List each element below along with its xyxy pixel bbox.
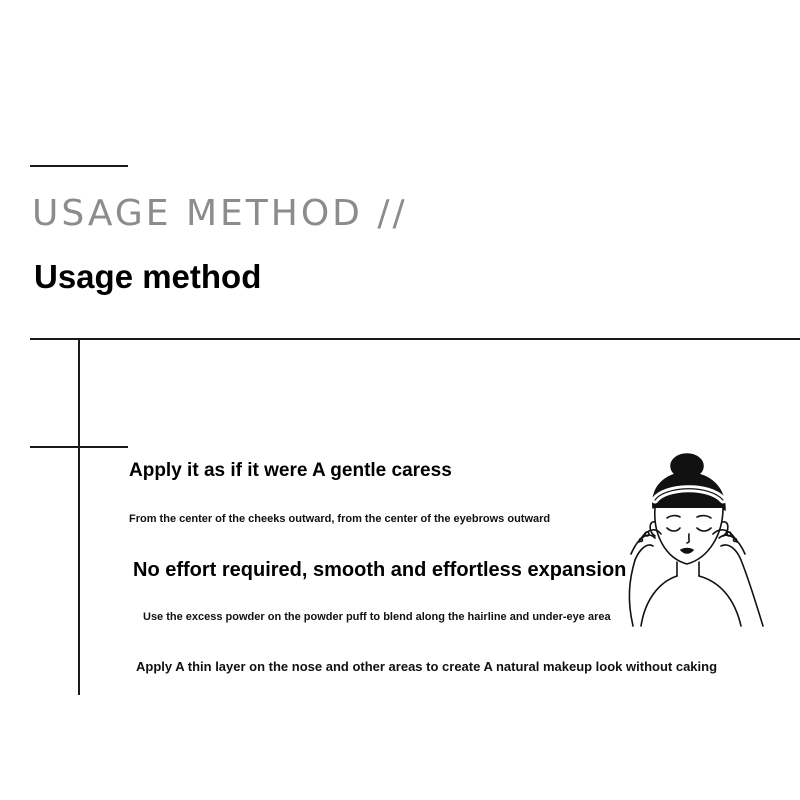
page-title: Usage method — [34, 258, 262, 295]
main-divider — [30, 338, 800, 340]
section-title: USAGE METHOD // — [32, 193, 408, 234]
face-washing-woman-icon — [625, 450, 770, 630]
step-2-heading: No effort required, smooth and effortless expansion — [133, 559, 627, 581]
step-1-heading: Apply it as if it were A gentle caress — [129, 460, 452, 481]
tip-text: Apply A thin layer on the nose and other areas to create A natural makeup look without caking — [136, 659, 718, 674]
step-2-detail: Use the excess powder on the powder puff to blend along the hairline and under-eye area — [143, 611, 611, 623]
vertical-rule — [78, 340, 80, 695]
top-short-rule — [30, 165, 128, 167]
cross-rule — [30, 446, 128, 448]
step-1-detail: From the center of the cheeks outward, from the center of the eyebrows outward — [129, 513, 551, 525]
